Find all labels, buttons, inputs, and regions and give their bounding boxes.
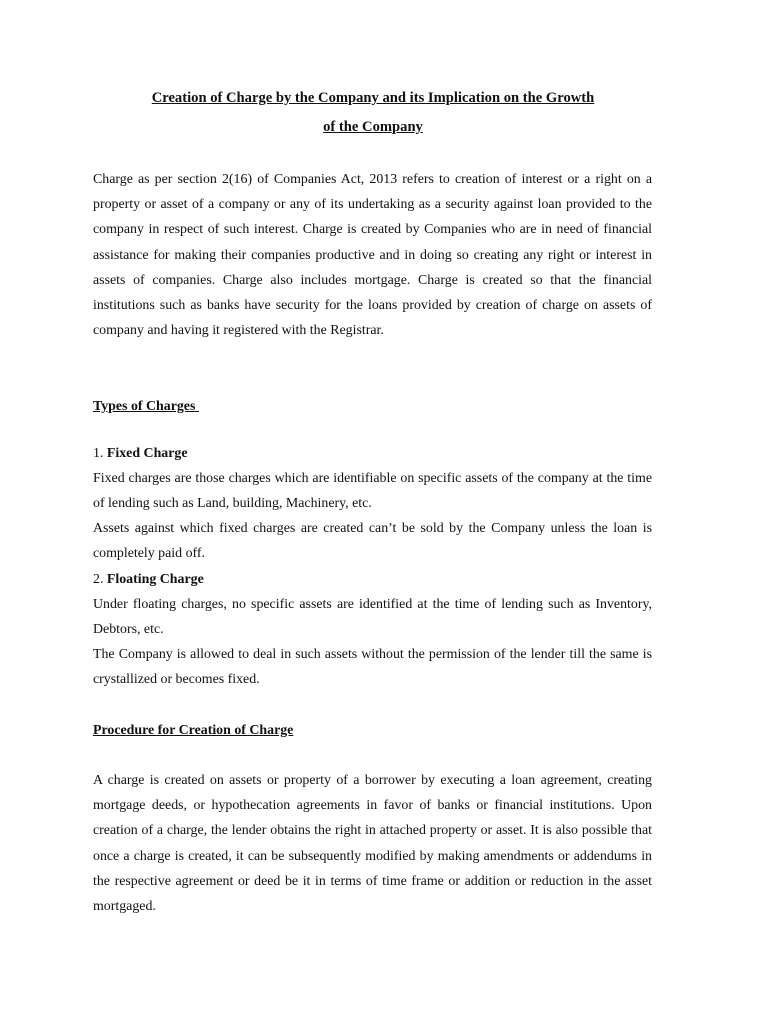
floating-charge-paragraph-2: The Company is allowed to deal in such assets without the permission of the lender till the same is crystallized or becomes fixed. — [93, 647, 652, 688]
fixed-charge-subheading — [93, 441, 188, 466]
procedure-heading: Procedure for Creation of Charge — [93, 723, 294, 738]
types-of-charges-heading: Types of Charges — [93, 399, 199, 414]
fixed-charge-number: 1. — [93, 446, 107, 461]
intro-paragraph: Charge as per section 2(16) of Companies Act, 2013 refers to creation of interest or a right on a property or asset of a company or any of its undertaking as a security against loan provided to the company in respect of such interest. Charge is created by Companies who are in need of financial assistance for making their companies productive and in doing so creating any right or interest in assets of companies. Charge also includes mortgage. Charge is created so that the financial institutions such as banks have security for the loans provided by creation of charge on assets of company and having it registered with the Registrar. — [93, 172, 652, 339]
floating-charge-number: 2. — [93, 572, 107, 587]
fixed-charge-paragraph-2: Assets against which fixed charges are created can’t be sold by the Company unless the loan is completely paid off. — [93, 521, 652, 562]
floating-charge-paragraph-1: Under floating charges, no specific assets are identified at the time of lending such as Inventory, Debtors, etc. — [93, 597, 652, 638]
fixed-charge-paragraph-1: Fixed charges are those charges which are identifiable on specific assets of the company at the time of lending such as Land, building, Machinery, etc. — [93, 471, 652, 512]
procedure-paragraph: A charge is created on assets or property of a borrower by executing a loan agreement, creating mortgage deeds, or hypothecation agreements in favor of banks or financial institutions. Upon creation of a charge, the lender obtains the right in attached property or asset. It is also possible that once a charge is created, it can be subsequently modified by making amendments or addendums in the respective agreement or deed be it in terms of time frame or addition or reduction in the asset mortgaged. — [93, 773, 652, 915]
floating-charge-label: Floating Charge — [106, 572, 204, 587]
fixed-charge-label: Fixed Charge — [106, 446, 188, 461]
floating-charge-subheading — [93, 567, 204, 592]
document-title-line-2: of the Company — [323, 119, 423, 135]
document-title-line-1: Creation of Charge by the Company and its Implication on the Growth — [151, 90, 595, 106]
